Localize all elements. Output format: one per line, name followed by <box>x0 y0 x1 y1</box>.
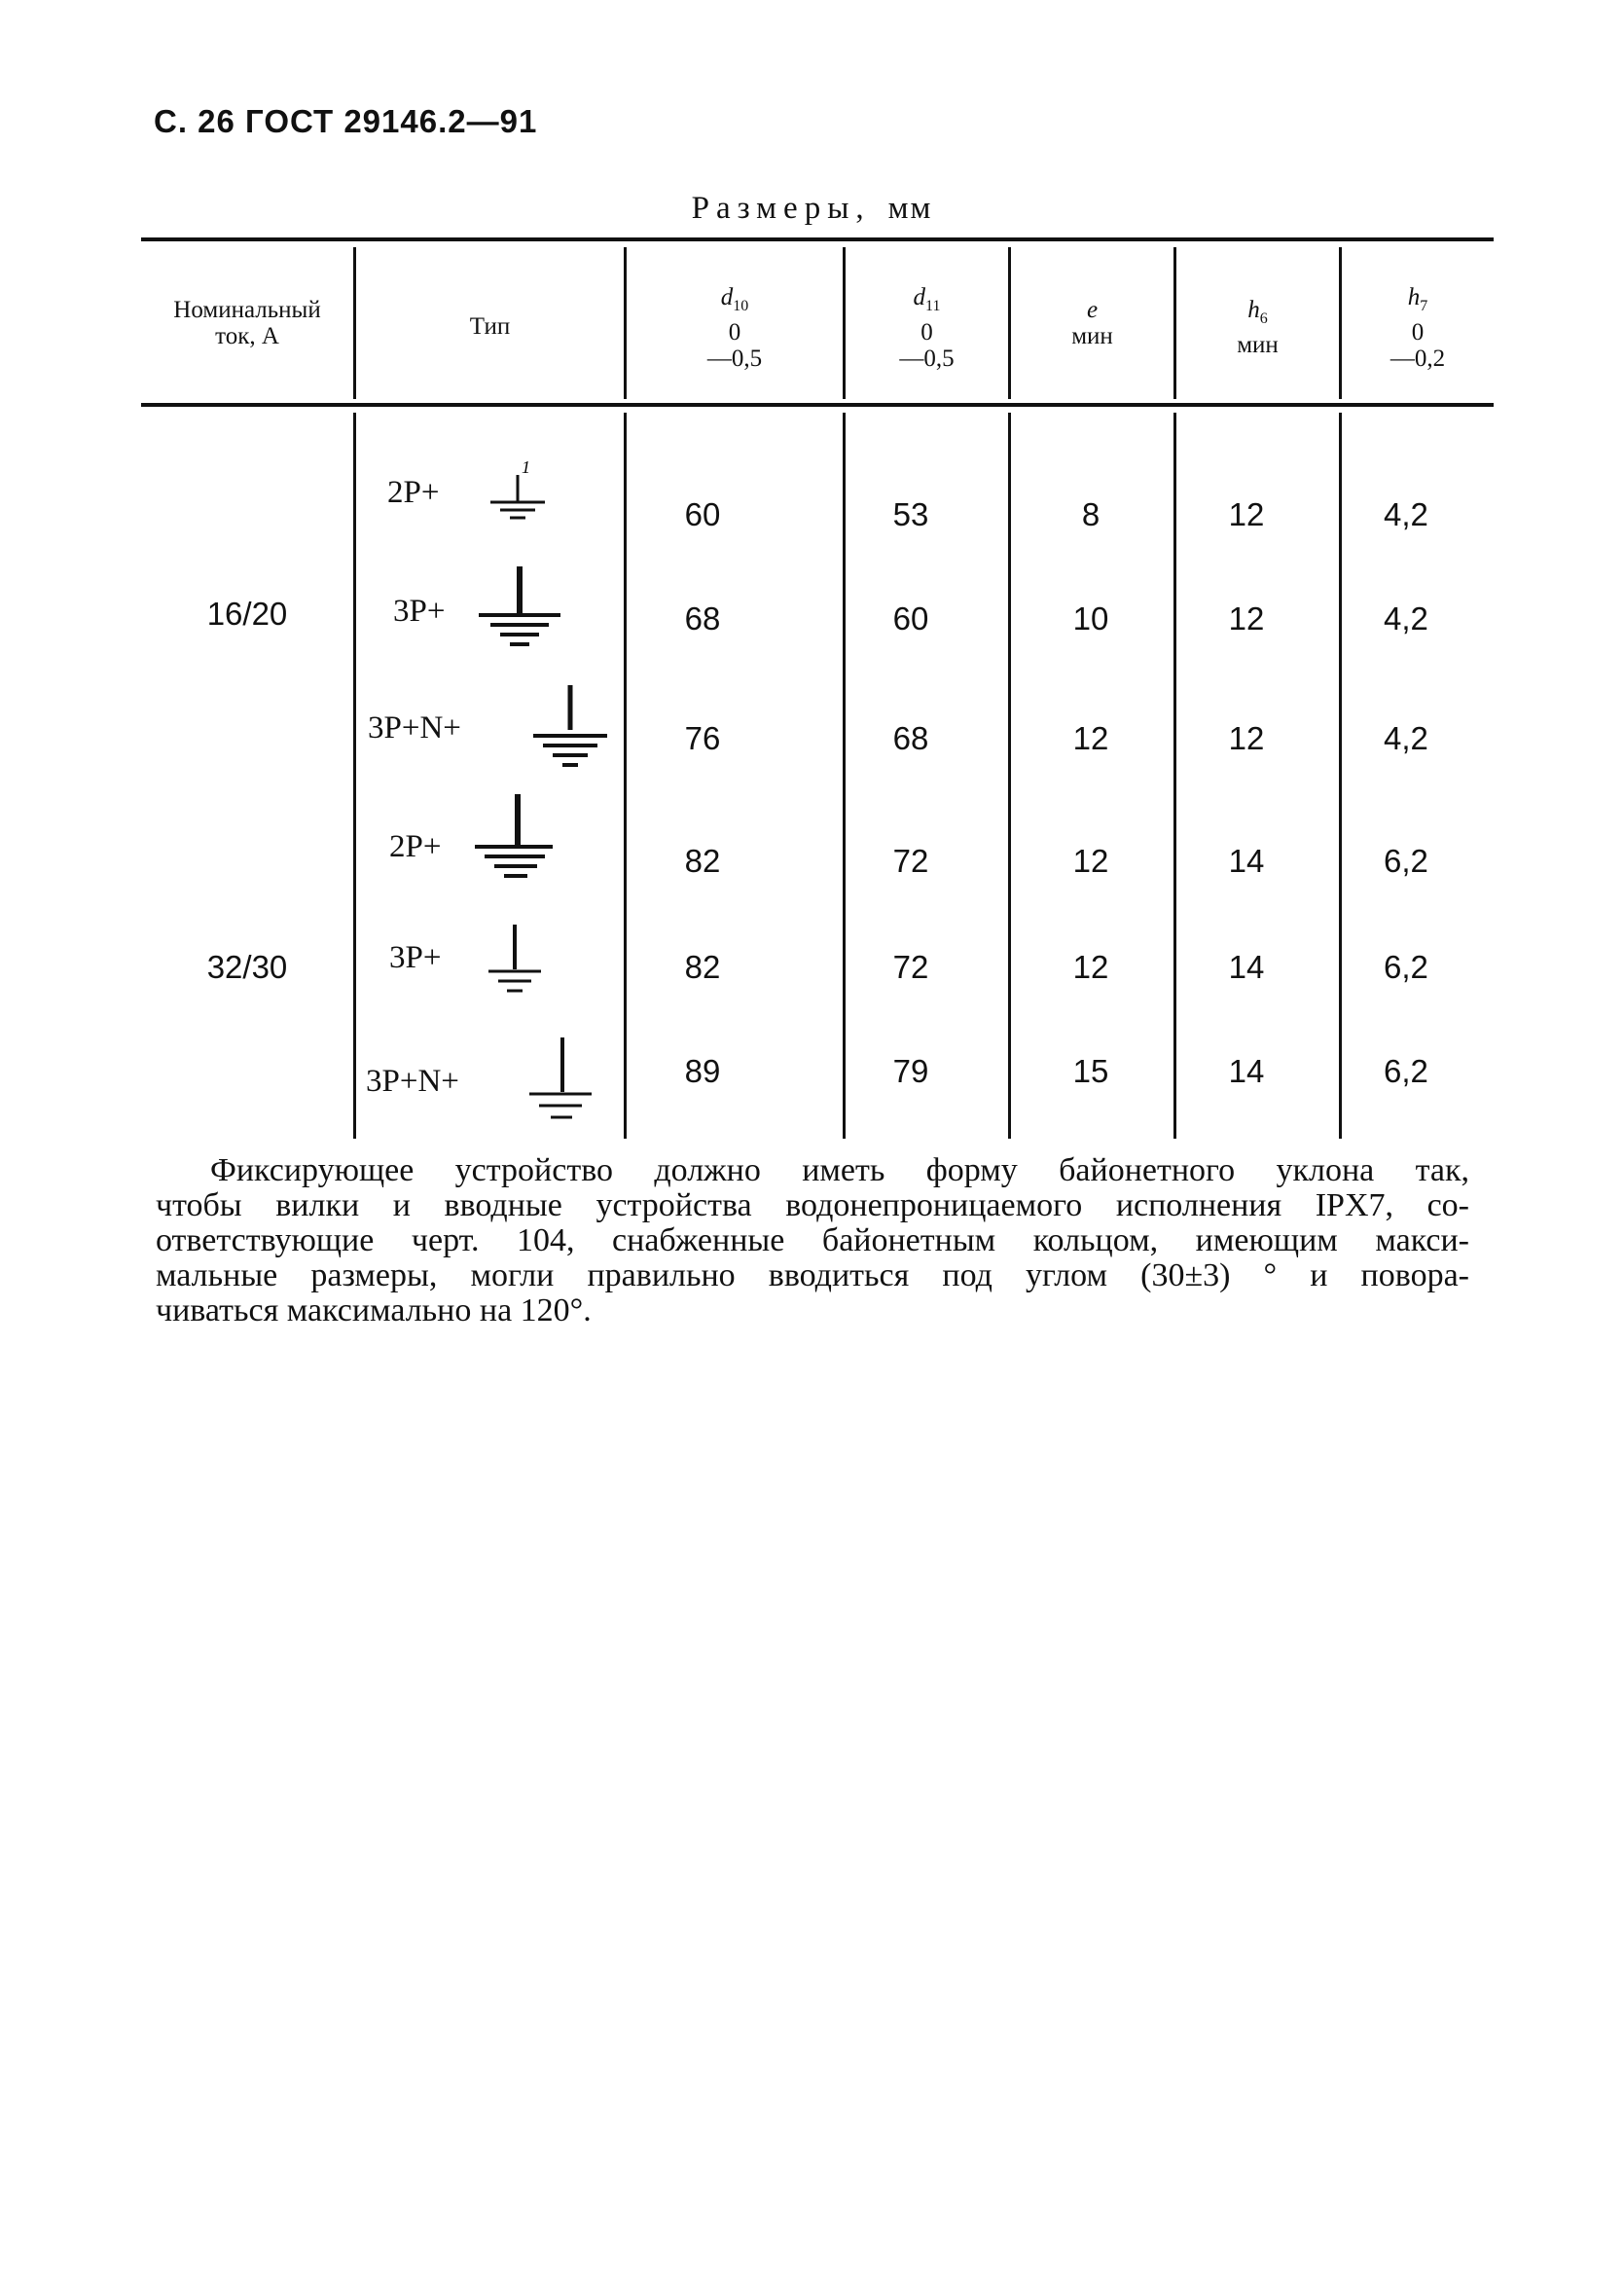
header-h6-note: мин <box>1237 332 1279 358</box>
row-d10: 76 <box>684 720 721 756</box>
earth-ground-icon <box>467 790 564 888</box>
paragraph-line: мальные размеры, могли правильно вводиться под углом (30±3) ° и повора- <box>156 1257 1469 1293</box>
row-d10: 89 <box>684 1053 721 1089</box>
row-h7: 4,2 <box>1384 720 1428 756</box>
row-e: 12 <box>1072 949 1109 985</box>
row-h6: 12 <box>1228 496 1265 532</box>
earth-ground-icon <box>523 1034 597 1127</box>
body-divider <box>1173 413 1176 1139</box>
header-e-symbol: e <box>1086 297 1099 323</box>
row-d11: 53 <box>892 496 929 532</box>
row-h6: 12 <box>1228 600 1265 636</box>
header-h7-sub: 7 <box>1420 298 1428 314</box>
header-d11-sub: 11 <box>925 298 941 314</box>
row-d11: 60 <box>892 600 929 636</box>
header-h7-symbol: h <box>1407 284 1421 310</box>
header-h7 <box>1342 284 1494 372</box>
row-d10: 68 <box>684 600 721 636</box>
group-current-16-20: 16/20 <box>206 596 288 632</box>
header-current <box>141 297 353 349</box>
body-divider <box>1008 413 1011 1139</box>
earth-ground-icon <box>479 457 557 526</box>
header-current-line2: ток, А <box>215 323 279 349</box>
header-h7-tol-upper: 0 <box>1411 319 1425 345</box>
row-e: 12 <box>1072 720 1109 756</box>
earth-ground-icon <box>481 921 549 999</box>
earth-symbol-note: 1 <box>522 457 530 477</box>
row-h7: 6,2 <box>1384 949 1428 985</box>
row-h7: 4,2 <box>1384 600 1428 636</box>
header-type: Тип <box>469 313 511 340</box>
header-e <box>1011 297 1173 349</box>
row-d11: 72 <box>892 949 929 985</box>
row-d11: 72 <box>892 843 929 879</box>
page-header: С. 26 ГОСТ 29146.2—91 <box>154 103 538 139</box>
header-d10-tol-upper: 0 <box>728 319 741 345</box>
header-h6-sub: 6 <box>1259 310 1268 327</box>
row-e: 8 <box>1081 496 1101 532</box>
row-type-label: 3P+ <box>393 594 446 629</box>
row-h6: 14 <box>1228 1053 1265 1089</box>
header-d11-tol-lower: —0,5 <box>899 345 955 372</box>
body-divider <box>843 413 846 1139</box>
row-h7: 4,2 <box>1384 496 1428 532</box>
header-d11 <box>846 284 1008 372</box>
body-paragraph <box>156 1153 1469 1328</box>
row-d10: 82 <box>684 843 721 879</box>
paragraph-line: Фиксирующее устройство должно иметь форму байонетного уклона так, <box>210 1152 1469 1188</box>
header-d10-sub: 10 <box>733 298 749 314</box>
row-e: 12 <box>1072 843 1109 879</box>
row-d11: 79 <box>892 1053 929 1089</box>
header-h7-tol-lower: —0,2 <box>1389 345 1446 372</box>
row-e: 10 <box>1072 600 1109 636</box>
row-type-label: 3P+N+ <box>366 1064 459 1099</box>
table-caption-unit: мм <box>887 191 933 226</box>
group-current-32-30: 32/30 <box>206 949 288 985</box>
row-h6: 14 <box>1228 949 1265 985</box>
row-d11: 68 <box>892 720 929 756</box>
row-type-label: 2P+ <box>387 475 440 510</box>
header-current-line1: Номинальный <box>173 297 321 323</box>
header-h6 <box>1176 297 1339 358</box>
table-caption-text: Размеры, <box>691 191 871 226</box>
row-h7: 6,2 <box>1384 843 1428 879</box>
table-header-rule <box>141 403 1494 407</box>
header-d11-symbol: d <box>913 284 926 310</box>
earth-ground-icon <box>469 563 566 655</box>
row-type-label: 3P+N+ <box>368 710 461 745</box>
paragraph-line: ответствующие черт. 104, снабженные байонетным кольцом, имеющим макси- <box>156 1222 1469 1258</box>
row-d10: 60 <box>684 496 721 532</box>
header-e-note: мин <box>1071 323 1113 349</box>
body-divider <box>353 413 356 1139</box>
paragraph-line: чтобы вилки и вводные устройства водонепроницаемого исполнения IPX7, со- <box>156 1187 1469 1223</box>
row-type-label: 2P+ <box>389 829 442 864</box>
earth-ground-icon <box>525 681 613 774</box>
row-type-label: 3P+ <box>389 940 442 975</box>
table-top-rule <box>141 237 1494 241</box>
header-d10-symbol: d <box>720 284 734 310</box>
body-divider <box>624 413 627 1139</box>
header-d10 <box>627 284 843 372</box>
header-d11-tol-upper: 0 <box>920 319 933 345</box>
row-h7: 6,2 <box>1384 1053 1428 1089</box>
row-e: 15 <box>1072 1053 1109 1089</box>
paragraph-line: чиваться максимально на 120°. <box>156 1292 592 1328</box>
body-divider <box>1339 413 1342 1139</box>
table-caption <box>0 191 1624 227</box>
header-d10-tol-lower: —0,5 <box>706 345 763 372</box>
row-h6: 12 <box>1228 720 1265 756</box>
row-h6: 14 <box>1228 843 1265 879</box>
row-d10: 82 <box>684 949 721 985</box>
header-h6-symbol: h <box>1247 297 1260 323</box>
